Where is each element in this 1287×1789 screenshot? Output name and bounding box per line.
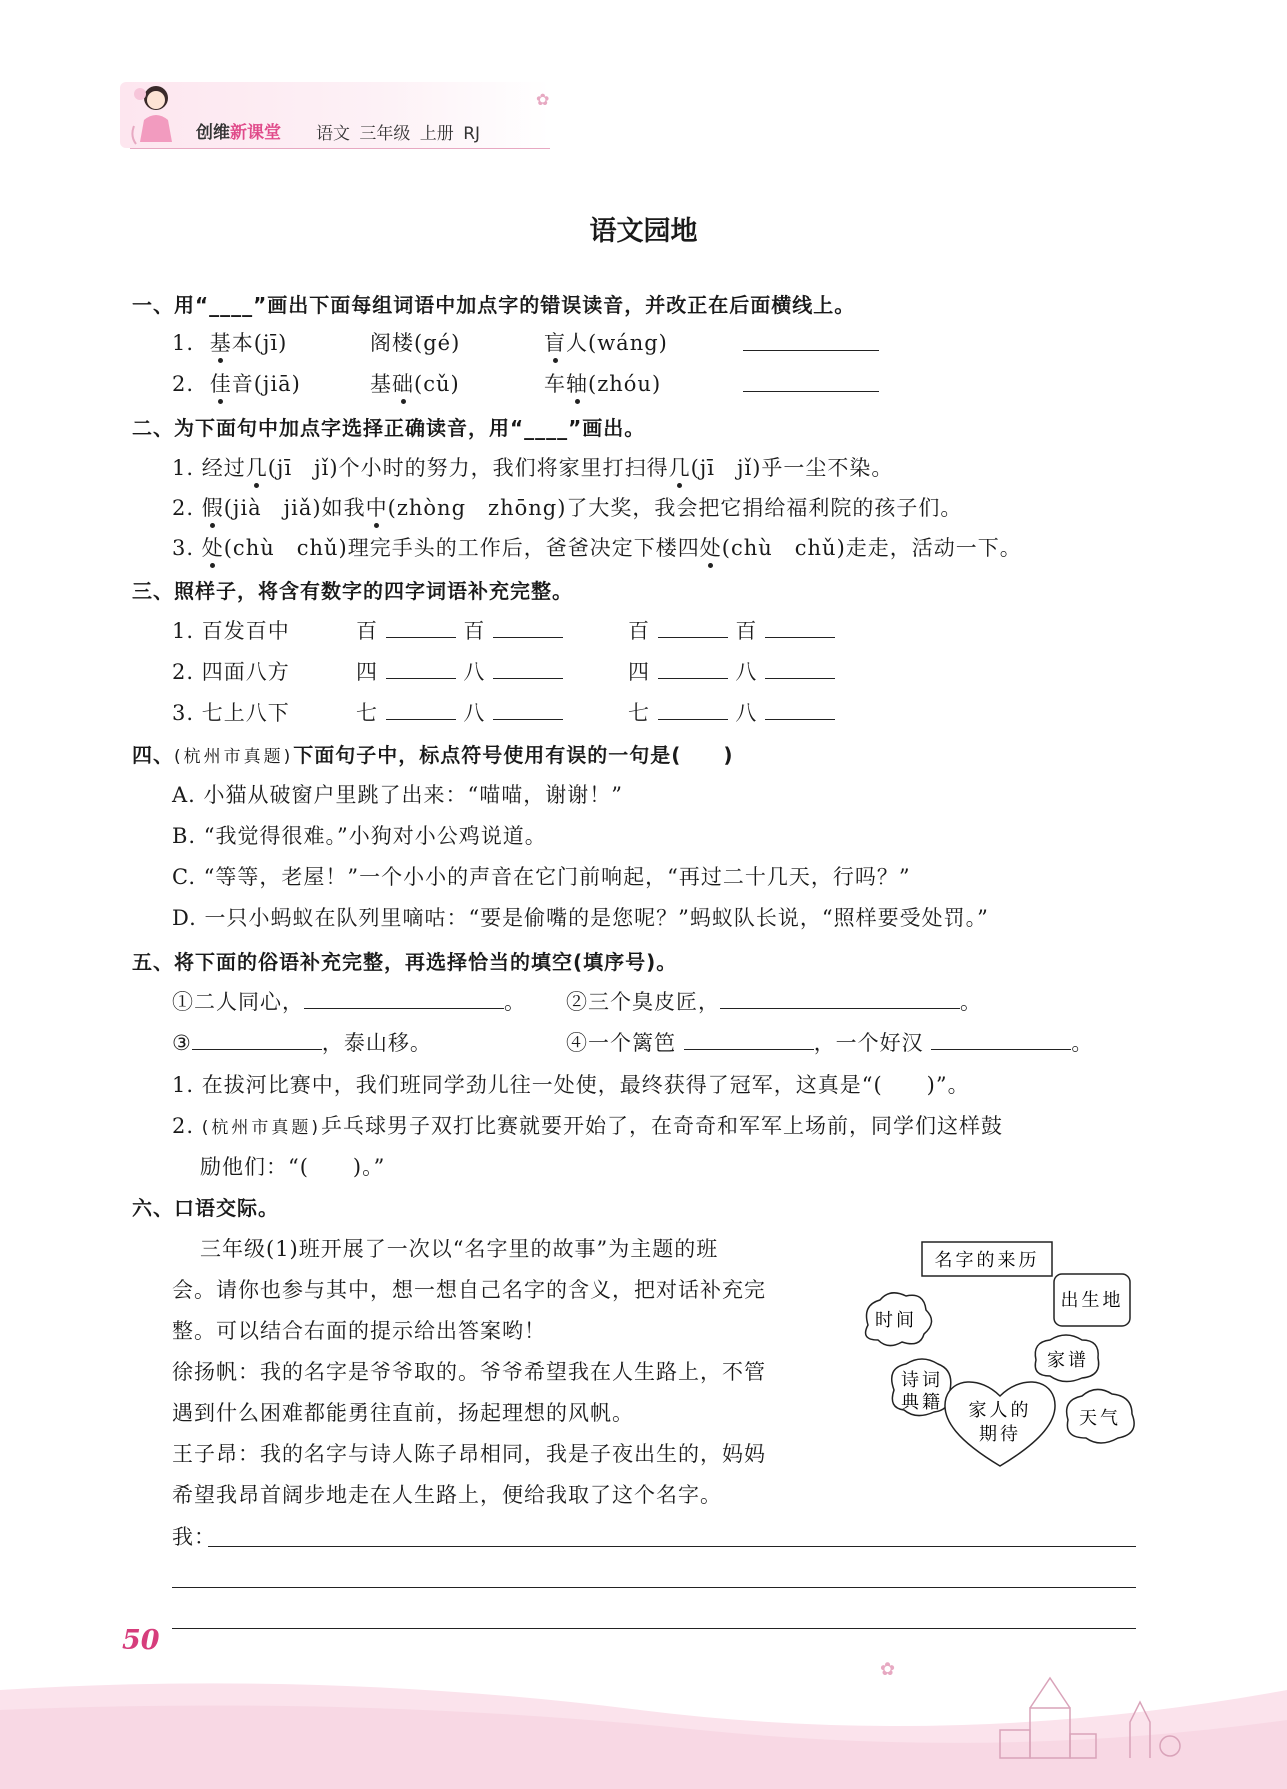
q3-row-3-g1: 七 八	[356, 697, 563, 727]
q5-question-1: 1. 在拔河比赛中，我们班同学劲儿往一处使，最终获得了冠军，这真是“( )”。	[172, 1073, 970, 1097]
q5-saying-1: ①二人同心， 。	[172, 990, 526, 1014]
q6-para-2: 会。请你也参与其中，想一想自己名字的含义，把对话补充完	[172, 1278, 766, 1302]
footer-decoration	[0, 1650, 1287, 1789]
q6-para-4: 徐扬帆：我的名字是爷爷取的。爷爷希望我在人生路上，不管	[172, 1360, 766, 1384]
q3-row-1-g1: 百 百	[356, 615, 563, 645]
q5-saying-4: ④一个篱笆 ，一个好汉 。	[566, 1031, 1094, 1055]
q3-row-2-g1: 四 八	[356, 656, 563, 686]
bubble-poetry-text-2: 典籍	[901, 1392, 943, 1413]
q6-para-5: 遇到什么困难都能勇往直前，扬起理想的风帆。	[172, 1401, 634, 1425]
q3-row-2: 2. 四面八方	[172, 660, 290, 684]
q3-heading: 三、照样子，将含有数字的四字词语补充完整。	[132, 579, 573, 603]
q5-question-2: 2. (杭州市真题)乒乓球男子双打比赛就要开始了，在奇奇和军军上场前，同学们这样鼓	[172, 1114, 1003, 1138]
q2-line-1: 1. 经过几(jī jǐ)个小时的努力，我们将家里打扫得几(jī jǐ)乎一尘不染。	[172, 452, 893, 482]
q4-heading: 四、(杭州市真题)下面句子中，标点符号使用有误的一句是( )	[132, 743, 734, 767]
q1-row-2: 2. 佳音(jiā)	[172, 368, 301, 398]
bubble-genealogy-text: 家谱	[1047, 1350, 1089, 1371]
q6-me-label: 我：	[172, 1525, 216, 1549]
q1-row-2-b: 基础(cǔ)	[370, 368, 460, 398]
q6-answer-line-1[interactable]	[208, 1546, 1136, 1547]
q6-para-6: 王子昂：我的名字与诗人陈子昂相同，我是子夜出生的，妈妈	[172, 1442, 766, 1466]
bubble-family-text-1: 家人的	[968, 1400, 1032, 1421]
q3-row-1-g2: 百 百	[628, 615, 835, 645]
q5-heading: 五、将下面的俗语补充完整，再选择恰当的填空(填序号)。	[132, 950, 678, 974]
q5-saying-3: ③ ，泰山移。	[172, 1031, 432, 1055]
header-rule	[130, 148, 550, 149]
brand-name: 创维新课堂	[196, 123, 281, 143]
bubble-weather-text: 天气	[1079, 1408, 1121, 1429]
bubble-birthplace-text: 出生地	[1060, 1290, 1124, 1311]
hint-bubbles-diagram	[850, 1230, 1150, 1480]
decor-flower-icon: ✿	[536, 90, 550, 109]
q1-answer-line-2[interactable]	[743, 391, 879, 392]
q2-heading: 二、为下面句中加点字选择正确读音，用“____”画出。	[132, 416, 646, 440]
q2-line-2: 2. 假(jià jiǎ)如我中(zhòng zhōng)了大奖，我会把它捐给福利院的孩子们。	[172, 492, 962, 522]
q3-row-1: 1. 百发百中	[172, 619, 290, 643]
q5-saying-2: ②三个臭皮匠， 。	[566, 990, 982, 1014]
q6-heading: 六、口语交际。	[132, 1196, 279, 1220]
q6-answer-line-2[interactable]	[172, 1587, 1136, 1588]
q1-heading: 一、用“____”画出下面每组词语中加点字的错误读音，并改正在后面横线上。	[132, 293, 856, 317]
q1-row-1-b: 阁楼(gé)	[370, 331, 461, 355]
q4-option-c: C. “等等，老屋！”一个小小的声音在它门前响起，“再过二十几天，行吗？”	[172, 865, 911, 889]
q1-row-1-c: 盲人(wáng)	[544, 327, 668, 357]
q4-option-d: D. 一只小蚂蚁在队列里嘀咕：“要是偷嘴的是您呢？”蚂蚁队长说，“照样要受处罚。”	[172, 906, 989, 930]
decor-bird-icon: ✿	[880, 1659, 896, 1680]
q6-para-1: 三年级(1)班开展了一次以“名字里的故事”为主题的班	[200, 1237, 719, 1261]
q3-row-3-g2: 七 八	[628, 697, 835, 727]
bubble-family-text-2: 期待	[979, 1424, 1021, 1445]
q6-para-3: 整。可以结合右面的提示给出答案哟！	[172, 1319, 546, 1343]
q5-question-2-cont: 励他们：“( )。”	[200, 1155, 386, 1179]
girl-illustration-icon	[126, 80, 182, 150]
bubble-poetry-text-1: 诗词	[901, 1370, 943, 1391]
q1-row-1: 1. 基本(jī)	[172, 327, 287, 357]
page-title: 语文园地	[589, 216, 698, 247]
q1-row-2-c: 车轴(zhóu)	[544, 368, 661, 398]
bubble-time-text: 时间	[875, 1310, 917, 1331]
subject-label: 语文 三年级 上册 RJ	[316, 124, 481, 144]
q1-answer-line-1[interactable]	[743, 350, 879, 351]
q6-para-7: 希望我昂首阔步地走在人生路上，便给我取了这个名字。	[172, 1483, 722, 1507]
bubble-origin-text: 名字的来历	[934, 1250, 1040, 1271]
q3-row-3: 3. 七上八下	[172, 701, 290, 725]
q6-answer-line-3[interactable]	[172, 1628, 1136, 1629]
q4-option-a: A. 小猫从破窗户里跳了出来：“喵喵，谢谢！”	[172, 783, 623, 807]
q4-option-b: B. “我觉得很难。”小狗对小公鸡说道。	[172, 824, 547, 848]
page-number: 50	[122, 1625, 160, 1656]
q2-line-3: 3. 处(chù chǔ)理完手头的工作后，爸爸决定下楼四处(chù chǔ)走走，活动一下。	[172, 532, 1022, 562]
q3-row-2-g2: 四 八	[628, 656, 835, 686]
